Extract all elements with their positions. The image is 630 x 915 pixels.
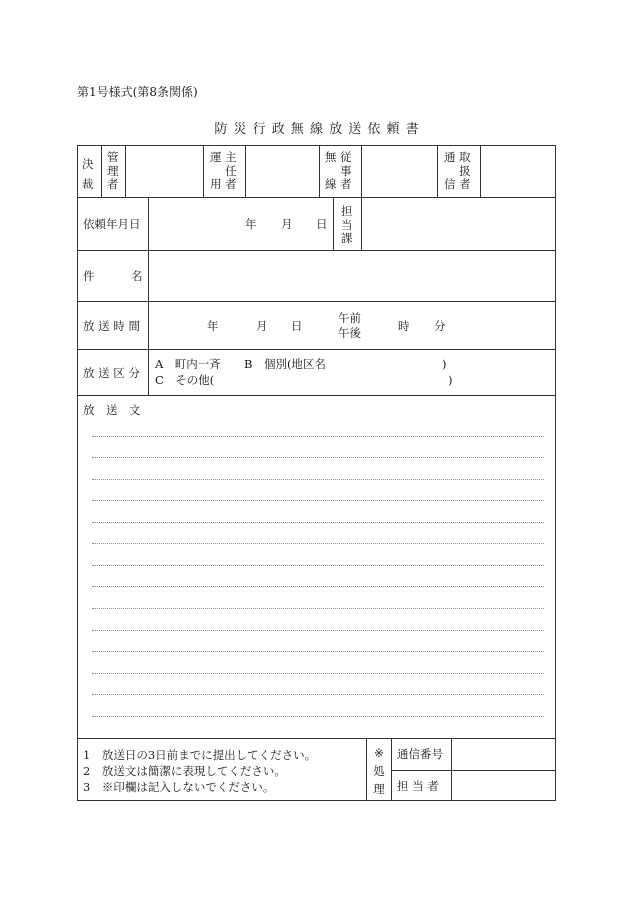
category-option-b[interactable]: B 個別(地区名 [244,357,326,371]
writing-line [92,522,544,523]
musen-jujisha-label: 無 従 事 線 者 [325,150,352,191]
writing-line [92,457,544,458]
writing-line [92,500,544,501]
writing-line [92,716,544,717]
subject-label: 件 [83,269,95,283]
writing-line [92,608,544,609]
writing-line [92,630,544,631]
form-number: 第1号様式(第8条関係) [77,85,198,99]
request-date-year: 年 [245,217,257,231]
request-date-label: 依頼年月日 [83,217,141,231]
tsushin-bango-field[interactable] [452,739,555,769]
category-option-c[interactable]: C その他( [155,373,215,387]
col-divider [203,145,204,197]
row-divider [77,395,556,396]
writing-line [92,543,544,544]
subject-field[interactable] [149,251,555,300]
tantosha-field[interactable] [452,771,555,800]
col-divider [101,145,102,197]
kessai-label: 決 裁 [82,157,94,191]
broadcast-time-hour: 時 [398,319,410,333]
unyo-shuninsha-label: 運 主 任 用 者 [210,150,237,191]
tanto-ka-field[interactable] [362,198,555,249]
request-date-month: 月 [281,217,293,231]
note-3: 3 ※印欄は記入しないでください。 [83,780,275,794]
tsushin-bango-label: 通信番号 [397,747,443,761]
tsushin-toriatsukaisha-stamp-cell[interactable] [481,146,555,196]
subject-label: 名 [131,269,143,283]
writing-line [92,479,544,480]
category-option-c-close: ) [448,373,453,387]
broadcast-time-label: 放 送 時 間 [83,319,140,333]
note-2: 2 放送文は簡潔に表現してください。 [83,764,286,778]
category-option-a[interactable]: A 町内一斉 [155,357,221,371]
musen-jujisha-stamp-cell[interactable] [362,146,436,196]
request-date-field[interactable] [149,198,332,249]
col-divider [319,145,320,197]
kanrisha-stamp-cell[interactable] [126,146,202,196]
writing-line [92,586,544,587]
broadcast-text-label: 放 送 文 [83,403,141,417]
col-divider [391,738,392,801]
note-1: 1 放送日の3日前までに提出してください。 [83,748,317,762]
tanto-ka-label: 担 当 課 [341,204,353,245]
col-divider [437,145,438,197]
request-date-day: 日 [316,217,328,231]
tantosha-label: 担 当 者 [397,779,439,793]
writing-line [92,673,544,674]
writing-line [92,565,544,566]
col-divider [333,197,334,250]
category-option-b-close: ) [442,357,447,371]
tsushin-toriatsukaisha-label: 通 取 扱 信 者 [444,150,471,191]
writing-line [92,436,544,437]
broadcast-time-pm: 午後 [338,326,361,340]
writing-line [92,651,544,652]
broadcast-time-minute: 分 [434,319,446,333]
broadcast-time-day: 日 [291,319,303,333]
broadcast-time-month: 月 [256,319,268,333]
broadcast-category-label: 放 送 区 分 [83,366,140,380]
broadcast-time-year: 年 [207,319,219,333]
processing-label: ※ 処 理 [373,746,385,796]
broadcast-text-area[interactable] [78,420,555,737]
kanrisha-label: 管 理 者 [107,150,119,191]
unyo-shuninsha-stamp-cell[interactable] [246,146,318,196]
page-title: 防 災 行 政 無 線 放 送 依 頼 書 [214,122,420,137]
broadcast-time-am: 午前 [338,311,361,325]
writing-line [92,694,544,695]
